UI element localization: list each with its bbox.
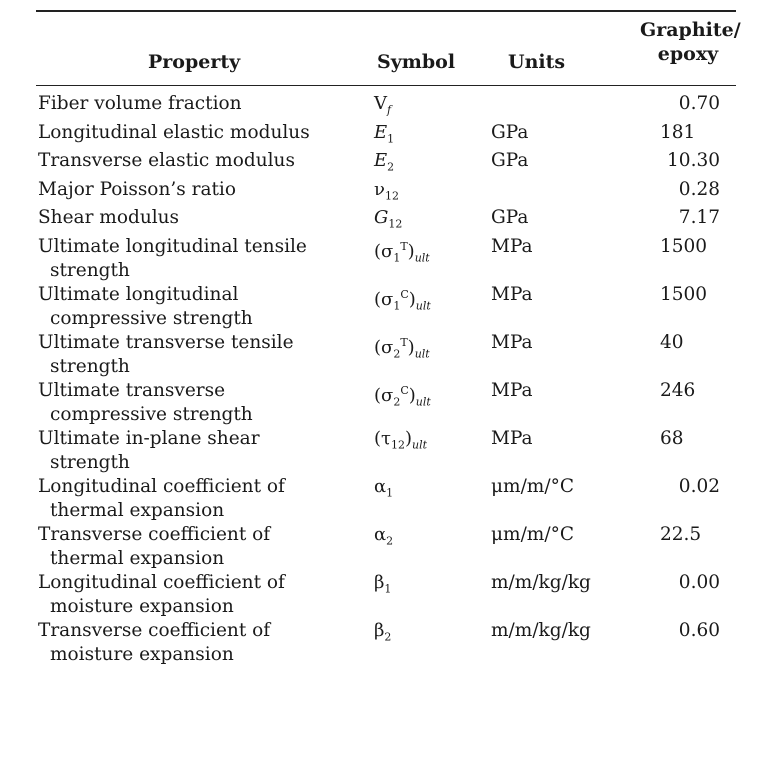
symbol-cell: $\beta_1$	[374, 571, 392, 596]
header-material-line2: epoxy	[657, 43, 719, 65]
table-header-rule	[36, 85, 736, 86]
value-cell: 22.5	[660, 523, 702, 545]
units-cell: GPa	[491, 150, 529, 171]
units-cell: MPa	[491, 283, 533, 305]
symbol-cell: $(\sigma_1^C)_{ult}$	[374, 287, 431, 313]
table-top-rule	[36, 10, 736, 12]
header-material-line1: Graphite/	[640, 19, 741, 41]
symbol-cell: $E_1$	[374, 121, 395, 146]
property-line: Ultimate transverse tensile	[38, 331, 294, 353]
property-line: Ultimate longitudinal	[38, 283, 239, 305]
value-cell: 40	[660, 331, 684, 353]
property-cell	[38, 283, 338, 331]
value-cell: 0.60	[678, 619, 720, 641]
symbol-cell: $\beta_2$	[374, 619, 392, 644]
units-cell: μm/m/°C	[491, 523, 574, 545]
symbol-cell: $E_2$	[374, 150, 395, 174]
property-line: Transverse coefficient of	[38, 523, 271, 545]
value-cell: 0.28	[678, 178, 720, 200]
property-line: Ultimate longitudinal tensile	[38, 235, 307, 257]
units-cell: MPa	[491, 235, 533, 257]
units-cell: μm/m/°C	[491, 475, 574, 497]
units-cell: GPa	[491, 121, 529, 143]
units-cell: MPa	[491, 427, 533, 449]
value-cell: 1500	[660, 283, 708, 305]
header-symbol: Symbol	[377, 51, 456, 73]
property-cell	[38, 178, 338, 202]
property-cell	[38, 206, 338, 230]
header-material	[640, 18, 741, 66]
units-cell: GPa	[491, 207, 529, 228]
property-cell	[38, 235, 338, 283]
units-cell: MPa	[491, 379, 533, 401]
symbol-cell: $\alpha_2$	[374, 523, 394, 548]
property-line: Ultimate in-plane shear	[38, 427, 260, 449]
property-cell	[38, 427, 338, 475]
symbol-cell: $(\tau_{12})_{ult}$	[374, 427, 428, 452]
units-cell: m/m/kg/kg	[491, 571, 591, 593]
property-cell	[38, 92, 338, 116]
property-cell	[38, 331, 338, 379]
symbol-cell: $(\sigma_1^T)_{ult}$	[374, 239, 430, 265]
units-cell: MPa	[491, 331, 533, 353]
symbol-cell: $\nu_{12}$	[374, 178, 399, 203]
property-line: Transverse elastic modulus	[38, 150, 295, 171]
symbol-cell: $V_f$	[374, 93, 392, 117]
property-line-continued: thermal expansion	[50, 547, 225, 569]
property-cell	[38, 149, 338, 173]
symbol-cell: $(\sigma_2^T)_{ult}$	[374, 335, 430, 361]
symbol-cell: $G_{12}$	[374, 207, 403, 231]
property-line: Ultimate transverse	[38, 379, 226, 401]
property-cell	[38, 619, 338, 667]
value-cell: 246	[660, 379, 696, 401]
property-line-continued: moisture expansion	[50, 595, 234, 617]
property-line: Fiber volume fraction	[38, 93, 242, 114]
header-property: Property	[148, 51, 241, 73]
value-cell: 0.02	[678, 475, 720, 497]
property-cell	[38, 379, 338, 427]
property-line: Longitudinal coefficient of	[38, 571, 285, 593]
property-line: Longitudinal elastic modulus	[38, 121, 310, 143]
units-cell: m/m/kg/kg	[491, 619, 591, 641]
symbol-cell: $(\sigma_2^C)_{ult}$	[374, 383, 431, 409]
property-line: Shear modulus	[38, 207, 180, 228]
property-cell	[38, 523, 338, 571]
property-line-continued: strength	[50, 355, 130, 377]
property-cell	[38, 571, 338, 619]
value-cell: 181	[660, 121, 696, 143]
property-line-continued: strength	[50, 259, 130, 281]
property-line-continued: compressive strength	[50, 307, 253, 329]
header-units: Units	[508, 51, 566, 73]
property-line-continued: strength	[50, 451, 130, 473]
value-cell: 10.30	[667, 150, 720, 171]
symbol-cell: $\alpha_1$	[374, 475, 394, 500]
property-cell	[38, 121, 338, 145]
property-cell	[38, 475, 338, 523]
value-cell: 68	[660, 427, 684, 449]
property-line-continued: thermal expansion	[50, 499, 225, 521]
value-cell: 0.70	[678, 93, 720, 114]
property-line: Major Poisson’s ratio	[38, 178, 236, 200]
value-cell: 0.00	[678, 571, 720, 593]
value-cell: 1500	[660, 235, 708, 257]
property-line: Longitudinal coefficient of	[38, 475, 285, 497]
property-line-continued: moisture expansion	[50, 643, 234, 665]
property-line-continued: compressive strength	[50, 403, 253, 425]
value-cell: 7.17	[678, 207, 720, 228]
property-line: Transverse coefficient of	[38, 619, 271, 641]
